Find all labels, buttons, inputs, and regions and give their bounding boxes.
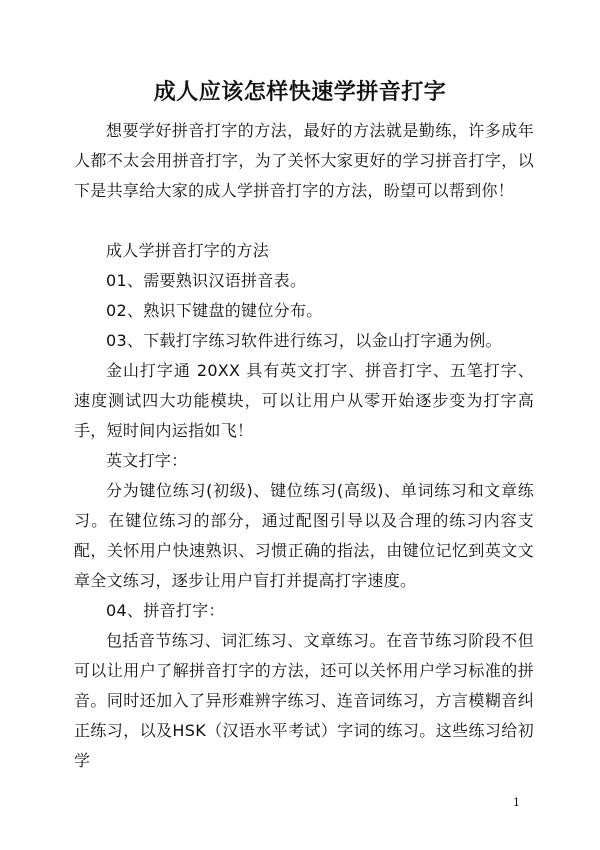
page-number: 1: [513, 796, 520, 809]
software-paragraph: 金山打字通 20XX 具有英文打字、拼音打字、五笔打字、速度测试四大功能模块，可以让用户从零开始逐步变为打字高手，短时间内运指如飞！: [74, 361, 534, 440]
english-typing-heading: 英文打字：: [106, 451, 188, 470]
document-title: 成人应该怎样快速学拼音打字: [153, 80, 447, 105]
pinyin-typing-paragraph: 包括音节练习、词汇练习、文章练习。在音节练习阶段不但可以让用户了解拼音打字的方法，还可以关怀用户学习标准的拼音。同时还加入了异形难辨字练习、连音词练习，方言模糊音纠正练习，以及HSK（汉语水平考试）字词的练习。这些练习给初学: [74, 631, 534, 770]
blank-line: [74, 206, 534, 236]
step-4: 04、拼音打字：: [106, 601, 225, 620]
intro-paragraph: 想要学好拼音打字的方法，最好的方法就是勤练，许多成年人都不太会用拼音打字，为了关怀大家更好的学习拼音打字，以下是共享给大家的成人学拼音打字的方法，盼望可以帮到你！: [74, 121, 534, 200]
document-body: [74, 116, 534, 776]
step-3: 03、下载打字练习软件进行练习，以金山打字通为例。: [106, 331, 502, 350]
english-typing-paragraph: 分为键位练习(初级)、键位练习(高级)、单词练习和文章练习。在键位练习的部分，通过配图引导以及合理的练习内容支配，关怀用户快速熟识、习惯正确的指法，由键位记忆到英文文章全文练习，逐步让用户盲打并提高打字速度。: [74, 481, 534, 590]
step-2: 02、熟识下键盘的键位分布。: [106, 301, 323, 320]
section-heading: 成人学拼音打字的方法: [106, 241, 270, 260]
step-1: 01、需要熟识汉语拼音表。: [106, 271, 307, 290]
